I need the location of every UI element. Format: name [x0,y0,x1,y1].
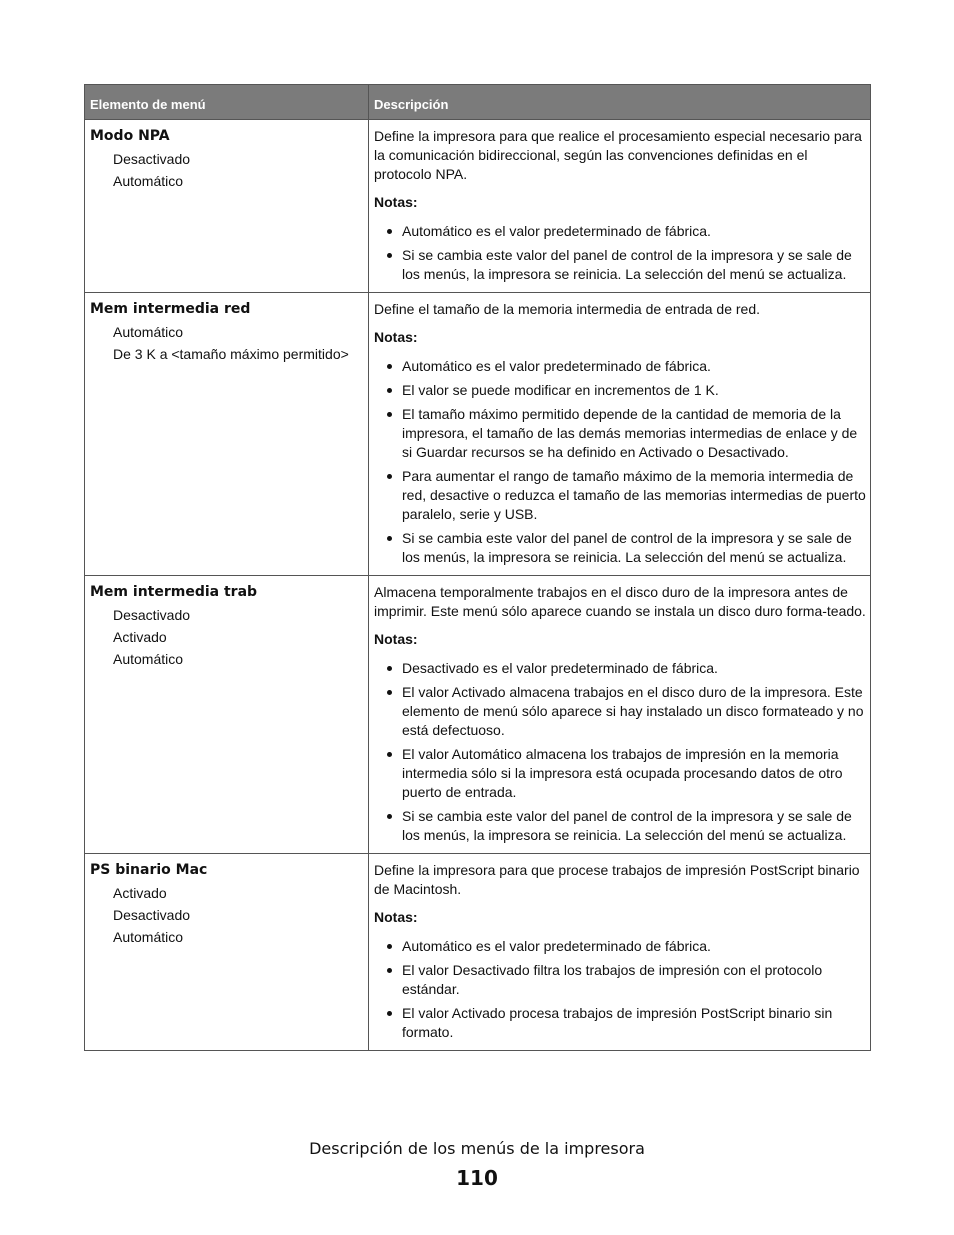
menu-option: Automático [113,651,184,667]
menu-option: Desactivado [113,607,191,623]
menu-option: Desactivado [113,151,191,167]
menu-option: Activado [113,885,167,901]
table-row [85,576,871,854]
page-number: 110 [456,1166,498,1190]
note-item: El valor Desactivado filtra los trabajos de impresión con el protocolo estándar. [374,961,866,999]
menu-options [113,882,364,948]
note-item: Si se cambia este valor del panel de control de la impresora y se sale de los menús, la impresora se reinicia. La selección del menú se actualiza. [374,807,866,845]
note-item: El valor Activado procesa trabajos de impresión PostScript binario sin formato. [374,1004,866,1042]
menu-option: Desactivado [113,907,191,923]
header-description: Descripción [369,85,871,120]
description-text: Define la impresora para que procese trabajos de impresión PostScript binario de Macintosh. [374,862,860,897]
notes-list [374,222,866,284]
menu-item-cell [85,854,369,1051]
notes-list [374,937,866,1042]
note-item: Si se cambia este valor del panel de control de la impresora y se sale de los menús, la impresora se reinicia. La selección del menú se actualiza. [374,246,866,284]
note-item: El valor Activado almacena trabajos en el disco duro de la impresora. Este elemento de menú sólo aparece si hay instalado un disco formateado y no está defectuoso. [374,683,866,740]
note-item: Automático es el valor predeterminado de fábrica. [374,222,866,241]
notes-label: Notas: [374,194,418,210]
menu-option: Automático [113,173,184,189]
menu-name: Mem intermedia trab [90,584,258,600]
description-cell [369,576,871,854]
note-item: Para aumentar el rango de tamaño máximo de la memoria intermedia de red, desactive o reduzca el tamaño de las memorias intermedias de puerto paralelo, serie y USB. [374,467,866,524]
note-item: Automático es el valor predeterminado de fábrica. [374,937,866,956]
menu-table [84,84,871,1051]
description-cell [369,120,871,293]
note-item: El valor Automático almacena los trabajos de impresión en la memoria intermedia sólo si la impresora está ocupada procesando datos de otro puerto de entrada. [374,745,866,802]
description-cell [369,854,871,1051]
menu-name: Modo NPA [90,128,170,144]
table-row [85,293,871,576]
header-menu-item: Elemento de menú [85,85,369,120]
notes-label: Notas: [374,631,418,647]
menu-name: Mem intermedia red [90,301,251,317]
notes-list [374,659,866,845]
table-row [85,854,871,1051]
description-text: Define el tamaño de la memoria intermedia de entrada de red. [374,301,760,317]
note-item: Desactivado es el valor predeterminado de fábrica. [374,659,866,678]
note-item: Automático es el valor predeterminado de fábrica. [374,357,866,376]
menu-options [113,148,364,192]
menu-item-cell [85,120,369,293]
menu-options [113,604,364,670]
table-header-row [85,85,871,120]
note-item: Si se cambia este valor del panel de control de la impresora y se sale de los menús, la impresora se reinicia. La selección del menú se actualiza. [374,529,866,567]
description-text: Almacena temporalmente trabajos en el disco duro de la impresora antes de imprimir. Este menú sólo aparece cuando se instala un disco duro forma-teado. [374,584,866,619]
menu-item-cell [85,576,369,854]
menu-option: Automático [113,324,184,340]
note-item: El valor se puede modificar en incrementos de 1 K. [374,381,866,400]
menu-option: De 3 K a <tamaño máximo permitido> [113,346,349,362]
note-item: El tamaño máximo permitido depende de la cantidad de memoria de la impresora, el tamaño de las demás memorias intermedias de enlace y de si Guardar recursos se ha definido en Activado o Desactivado. [374,405,866,462]
menu-name: PS binario Mac [90,862,208,878]
notes-list [374,357,866,567]
menu-item-cell [85,293,369,576]
menu-options [113,321,364,365]
description-text: Define la impresora para que realice el procesamiento especial necesario para la comunicación bidireccional, según las convenciones definidas en el protocolo NPA. [374,128,862,182]
footer-title: Descripción de los menús de la impresora [309,1139,645,1158]
menu-option: Activado [113,629,167,645]
menu-option: Automático [113,929,184,945]
table-row [85,120,871,293]
description-cell [369,293,871,576]
notes-label: Notas: [374,909,418,925]
notes-label: Notas: [374,329,418,345]
